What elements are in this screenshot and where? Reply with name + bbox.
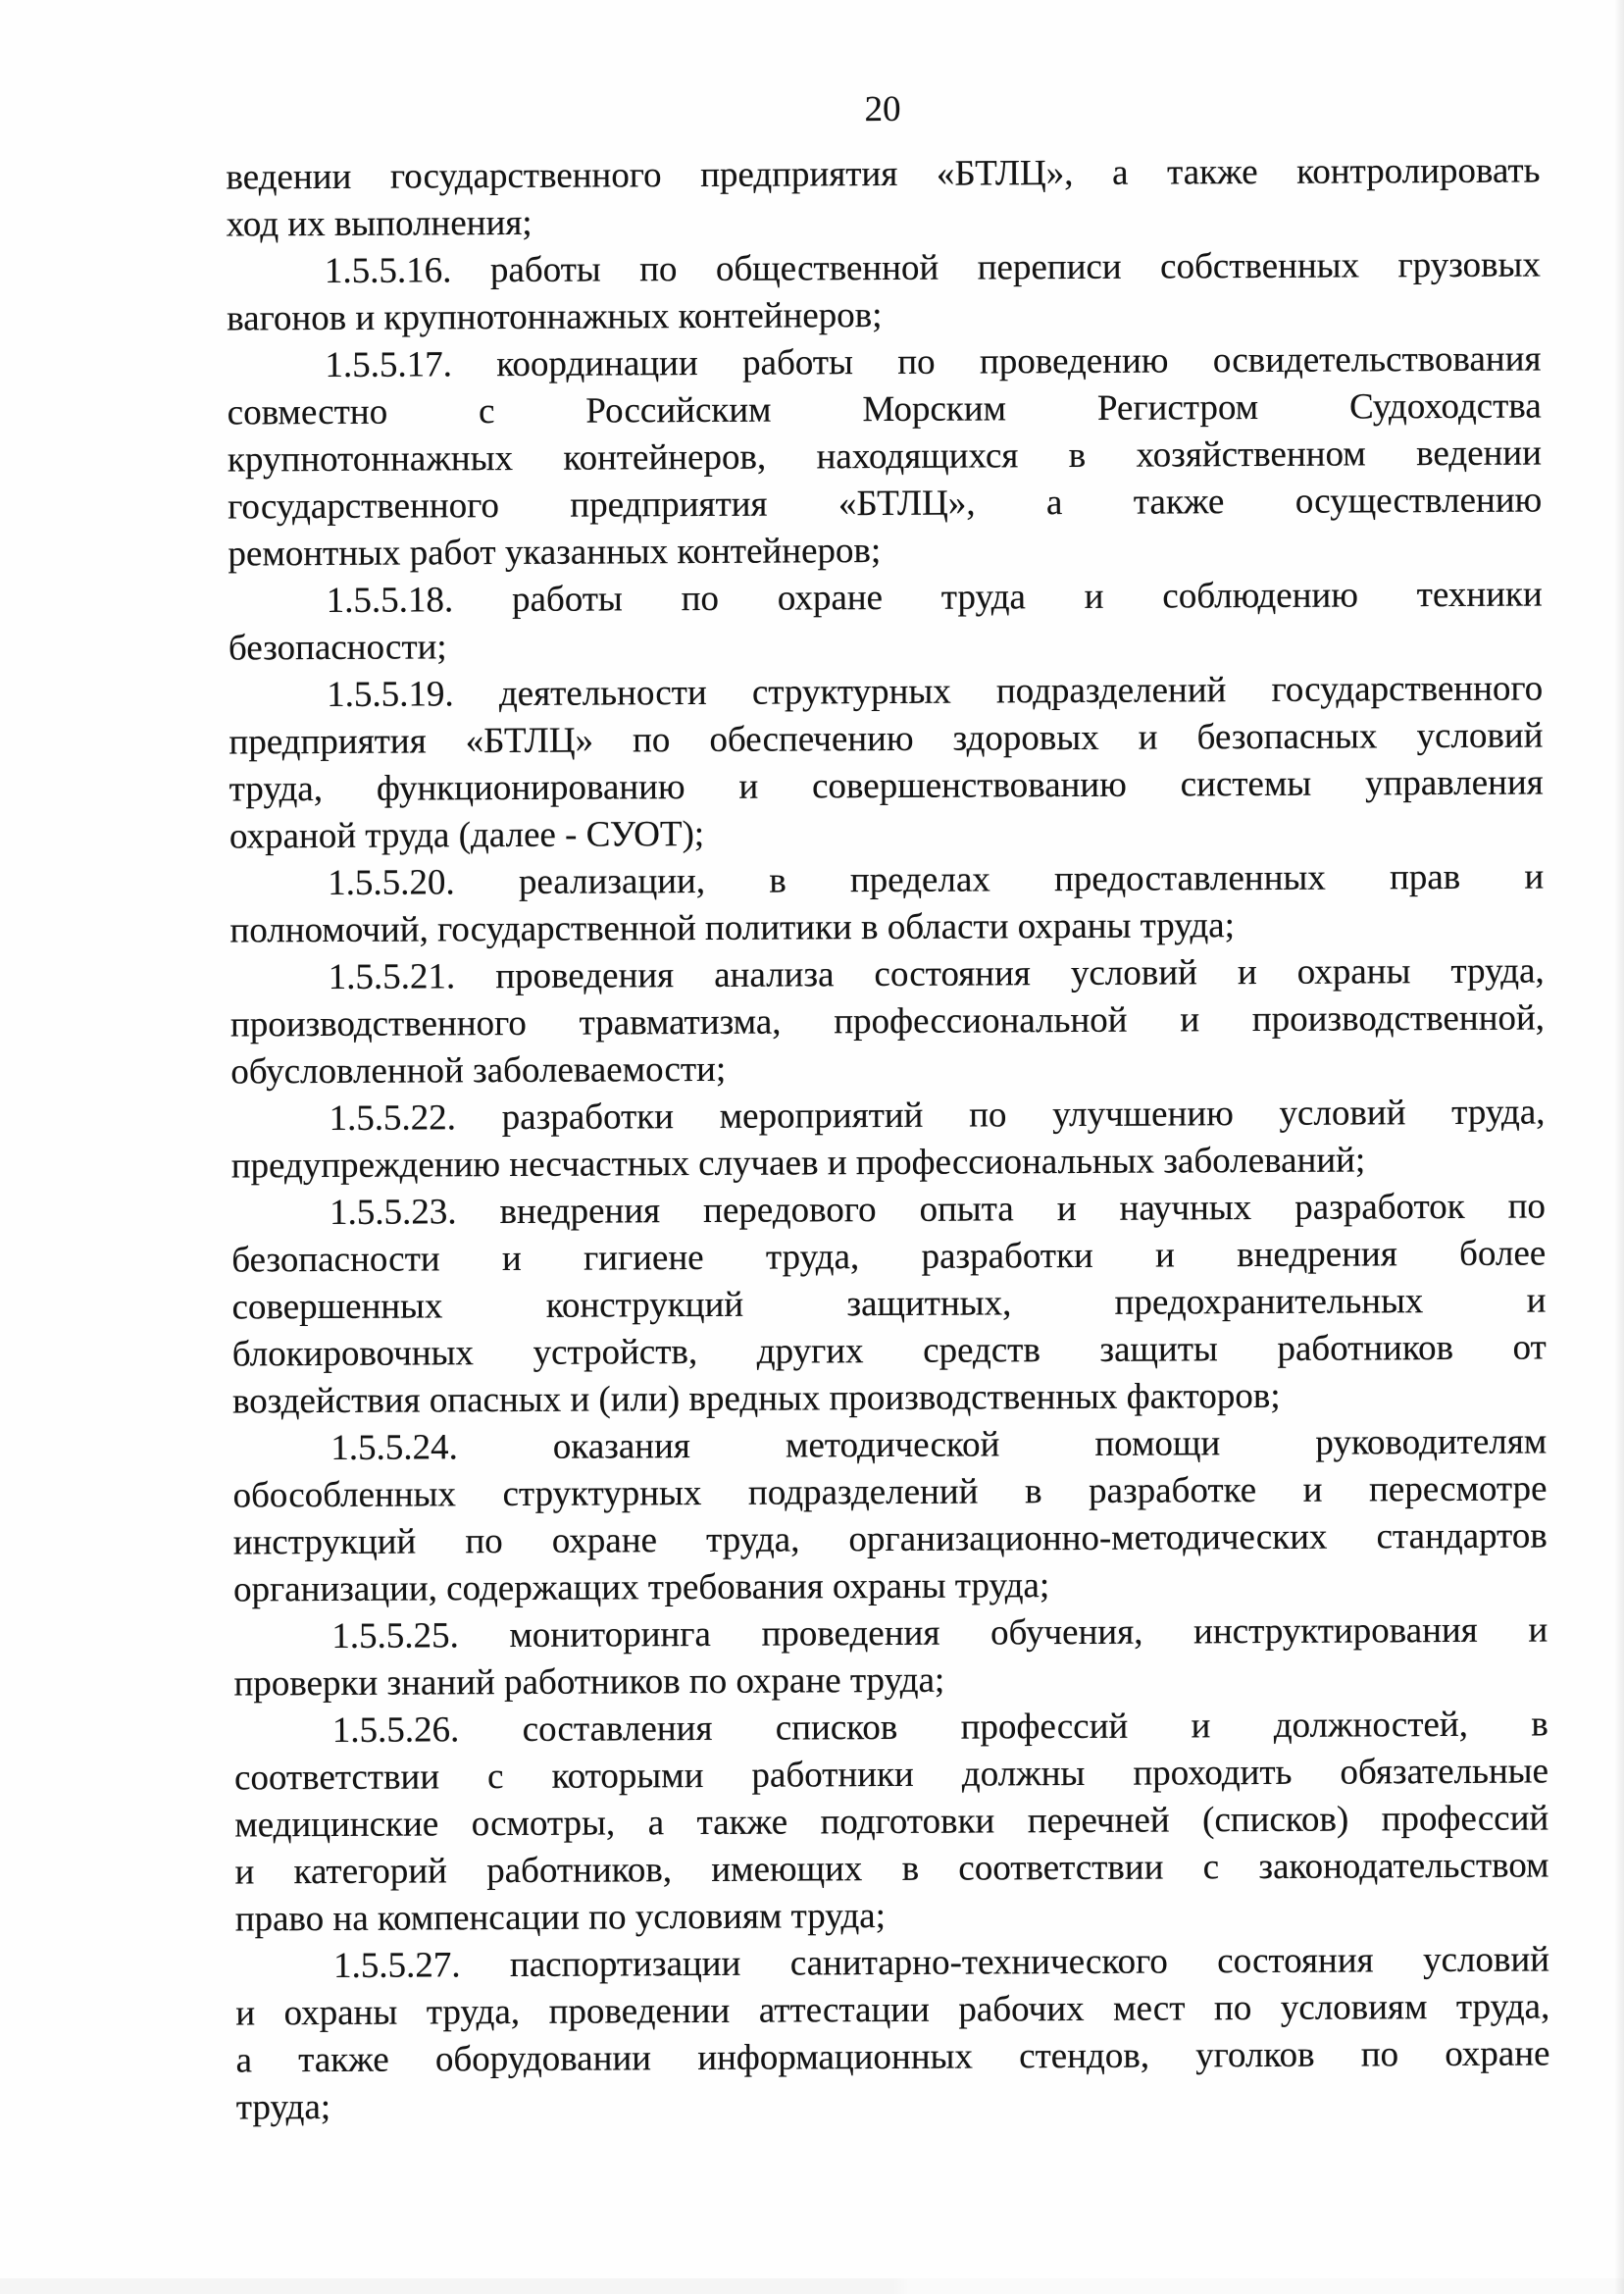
text-line: безопасности и гигиене труда, разработки и внедрения более bbox=[231, 1233, 1547, 1281]
text-line: труда, функционированию и совершенствованию системы управления bbox=[228, 762, 1544, 810]
text-line: 1.5.5.21. проведения анализа состояния условий и охраны труда, bbox=[328, 950, 1545, 997]
text-line: предупреждению несчастных случаев и профессиональных заболеваний; bbox=[230, 1140, 1366, 1187]
page-edge-shadow-bottom bbox=[0, 2278, 1624, 2294]
page-number: 20 bbox=[864, 88, 901, 130]
text-line: право на компенсации по условиям труда; bbox=[234, 1896, 887, 1940]
text-line: 1.5.5.23. внедрения передового опыта и научных разработок по bbox=[329, 1186, 1547, 1233]
text-line: и охраны труда, проведении аттестации рабочих мест по условиям труда, bbox=[235, 1986, 1550, 2034]
text-line: 1.5.5.17. координации работы по проведению освидетельствования bbox=[325, 338, 1542, 385]
text-line: совместно с Российским Морским Регистром Судоходства bbox=[227, 385, 1542, 433]
text-line: полномочий, государственной политики в области охраны труда; bbox=[229, 905, 1236, 951]
text-line: организации, содержащих требования охраны труда; bbox=[232, 1565, 1050, 1610]
text-line: медицинские осмотры, а также подготовки перечней (списков) профессий bbox=[234, 1798, 1549, 1846]
text-line: ход их выполнения; bbox=[226, 202, 533, 245]
document-body bbox=[226, 147, 1550, 2131]
page-edge-shadow-right bbox=[1614, 0, 1624, 2294]
text-line: крупнотоннажных контейнеров, находящихся в хозяйственном ведении bbox=[227, 433, 1543, 481]
text-line: и категорий работников, имеющих в соответствии с законодательством bbox=[234, 1845, 1549, 1893]
text-line: воздействия опасных и (или) вредных производственных факторов; bbox=[231, 1375, 1281, 1422]
text-line: 1.5.5.19. деятельности структурных подразделений государственного bbox=[327, 668, 1544, 715]
text-line: проверки знаний работников по охране труда; bbox=[233, 1659, 945, 1705]
text-line: ремонтных работ указанных контейнеров; bbox=[228, 531, 882, 575]
text-line: 1.5.5.18. работы по охране труда и соблюдению техники bbox=[326, 574, 1543, 621]
text-line: 1.5.5.27. паспортизации санитарно-технического состояния условий bbox=[332, 1939, 1550, 1986]
text-line: обособленных структурных подразделений в разработке и пересмотре bbox=[232, 1468, 1548, 1516]
text-line: 1.5.5.22. разработки мероприятий по улучшению условий труда, bbox=[329, 1092, 1546, 1139]
text-line: ведении государственного предприятия «БТЛЦ», а также контролировать bbox=[226, 150, 1541, 198]
text-line: предприятия «БТЛЦ» по обеспечению здоровых и безопасных условий bbox=[228, 715, 1544, 763]
text-line: вагонов и крупнотоннажных контейнеров; bbox=[227, 295, 883, 339]
text-line: а также оборудовании информационных стендов, уголков по охране bbox=[235, 2033, 1550, 2081]
page-content bbox=[226, 82, 1550, 2131]
text-line: производственного травматизма, профессиональной и производственной, bbox=[229, 997, 1546, 1045]
text-line: обусловленной заболеваемости; bbox=[230, 1048, 727, 1093]
text-line: 1.5.5.20. реализации, в пределах предоставленных прав и bbox=[328, 856, 1545, 903]
text-line: инструкций по охране труда, организационно-методических стандартов bbox=[232, 1515, 1548, 1563]
text-line: 1.5.5.25. мониторинга проведения обучения, инструктирования и bbox=[331, 1609, 1548, 1657]
text-line: совершенных конструкций защитных, предохранительных и bbox=[231, 1280, 1547, 1328]
text-line: 1.5.5.24. оказания методической помощи руководителям bbox=[330, 1421, 1548, 1468]
text-line: безопасности; bbox=[228, 627, 447, 669]
text-line: труда; bbox=[235, 2086, 331, 2128]
text-line: государственного предприятия «БТЛЦ», а также осуществлению bbox=[228, 480, 1543, 528]
text-line: 1.5.5.26. составления списков профессий и должностей, в bbox=[331, 1704, 1548, 1751]
text-line: охраной труда (далее - СУОТ); bbox=[228, 813, 705, 857]
text-line: соответствии с которыми работники должны проходить обязательные bbox=[233, 1751, 1549, 1799]
text-line: 1.5.5.16. работы по общественной переписи собственных грузовых bbox=[324, 244, 1542, 291]
text-line: блокировочных устройств, других средств защиты работников от bbox=[231, 1327, 1547, 1375]
